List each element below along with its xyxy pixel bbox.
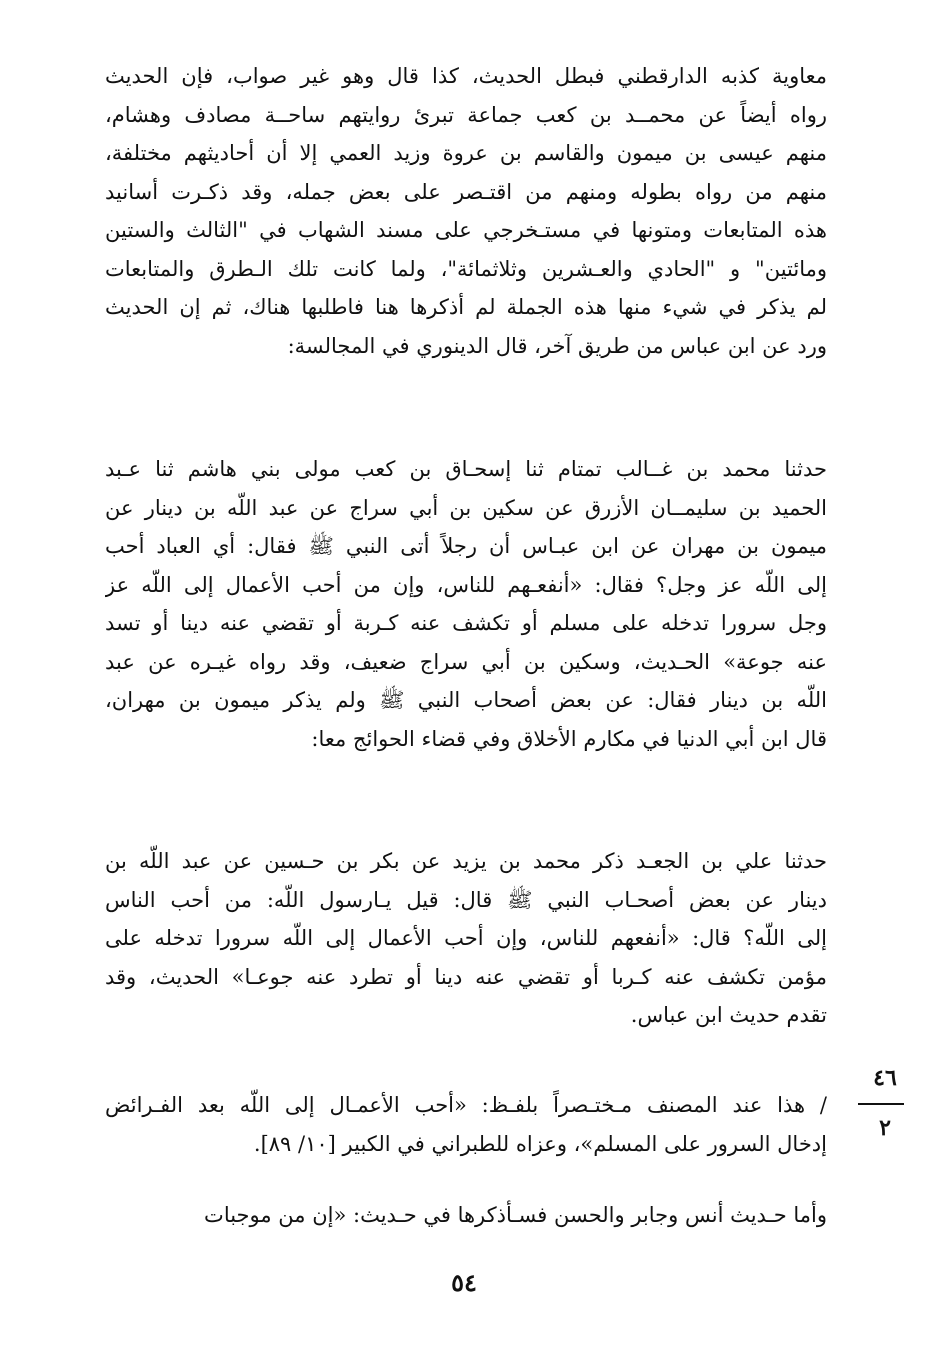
text-line: إلى اللّه؟ قال: «أنفعهم للناس، وإن أحب الأعمال إلى اللّه سرورا تدخله على (105, 926, 827, 950)
text-line: دينار عن بعض أصحـاب النبي ﷺ قال: قيل يـارسول اللّه: من أحب الناس (105, 887, 827, 912)
footnote-paragraph (105, 1086, 827, 1163)
text-line: هذه المتابعات ومتونها في مستـخرجي على مسند الشهاب في "الثالث والستين (105, 218, 827, 242)
paragraph-1 (105, 57, 827, 365)
text-line: لم يذكر في شيء منها هذه الجملة لم أذكرها هنا فاطلبها هناك، ثم إن الحديث (105, 295, 827, 319)
text-line: إلى اللّه عز وجل؟ فقال: «أنفعـهم للناس، وإن من أحب الأعمال إلى اللّه عز (105, 572, 827, 597)
text-line: منهم من رواه بطوله ومنهم من اقتـصر على بعض جمله، وقد ذكـرت أسانيد (105, 179, 827, 204)
text-line: حدثنا علي بن الجعـد ذكر محمد بن يزيد عن بكر بن حـسين عن عبد اللّه بن (105, 849, 827, 873)
text-line: ميمون بن مهران عن ابن عبـاس أن رجلاً أتى النبي ﷺ فقال: أي العباد أحب (105, 534, 827, 558)
text-line: وجل سرورا تدخله على مسلم أو تكشف عنه كـربة أو تقضي عنه دينا أو تسد (105, 611, 827, 635)
page-number: ٥٤ (451, 1268, 477, 1297)
text-line: معاوية كذبه الدارقطني فبطل الحديث، كذا قال وهو غير صواب، فإن الحديث (105, 64, 827, 88)
paragraph-5 (105, 1196, 827, 1235)
text-line: اللّه بن دينار فقال: عن بعض أصحاب النبي ﷺ ولم يذكر ميمون بن مهران، (105, 688, 827, 712)
text-line: قال ابن أبي الدنيا في مكارم الأخلاق وفي قضاء الحوائج معا: (311, 726, 827, 751)
text-line: حدثنا محمد بن غــالب تمتام ثنا إسحـاق بن كعب مولى بني هاشم ثنا عـبد (105, 457, 827, 481)
margin-divider (858, 1103, 904, 1105)
text-line: عنه جوعة» الحـديث، وسكين بن أبي سراج ضعيف، وقد رواه غيـره عن عبد (105, 649, 827, 674)
text-line: ومائتين" و "الحادي والعـشرين وثلاثمائة"، ولما كانت تلك الـطرق والمتابعات (105, 256, 827, 281)
text-line: مؤمن تكشف عنه كـربا أو تقضي عنه دينا أو تطرد عنه جوعـا» الحديث، وقد (105, 964, 827, 989)
text-line: / هذا عند المصنف مـختـصراً بلفـظ: «أحب الأعمـال إلى اللّه بعد الفـرائض (105, 1093, 827, 1117)
text-line: الحميد بن سليمــان الأزرق عن سكين بن أبي سراج عن عبد اللّه بن دينار عن (105, 495, 827, 520)
text-line: وأما حـديث أنس وجابر والحسن فسـأذكرها في حـديث: «إن من موجبات (204, 1203, 827, 1227)
text-line: تقدم حديث ابن عباس. (630, 1003, 827, 1027)
paragraph-2 (105, 450, 827, 758)
text-line: ورد عن ابن عباس من طريق آخر، قال الدينوري في المجالسة: (287, 333, 827, 358)
margin-volume-number: ٤٦ (873, 1065, 897, 1091)
text-line: رواه أيضاً عن محمــد بن كعب جماعة تبرئ روايتهم ساحــة مصادف وهشام، (105, 102, 827, 127)
paragraph-3 (105, 842, 827, 1035)
margin-part-number: ٢ (879, 1115, 891, 1141)
text-line: إدخال السرور على المسلم»، وعزاه للطبراني في الكبير [١٠/ ٨٩]. (253, 1131, 827, 1156)
text-line: منهم عيسى بن ميمون والقاسم بن عروة وزيد العمي إلا أن أحاديثهم مختلفة، (105, 141, 827, 165)
